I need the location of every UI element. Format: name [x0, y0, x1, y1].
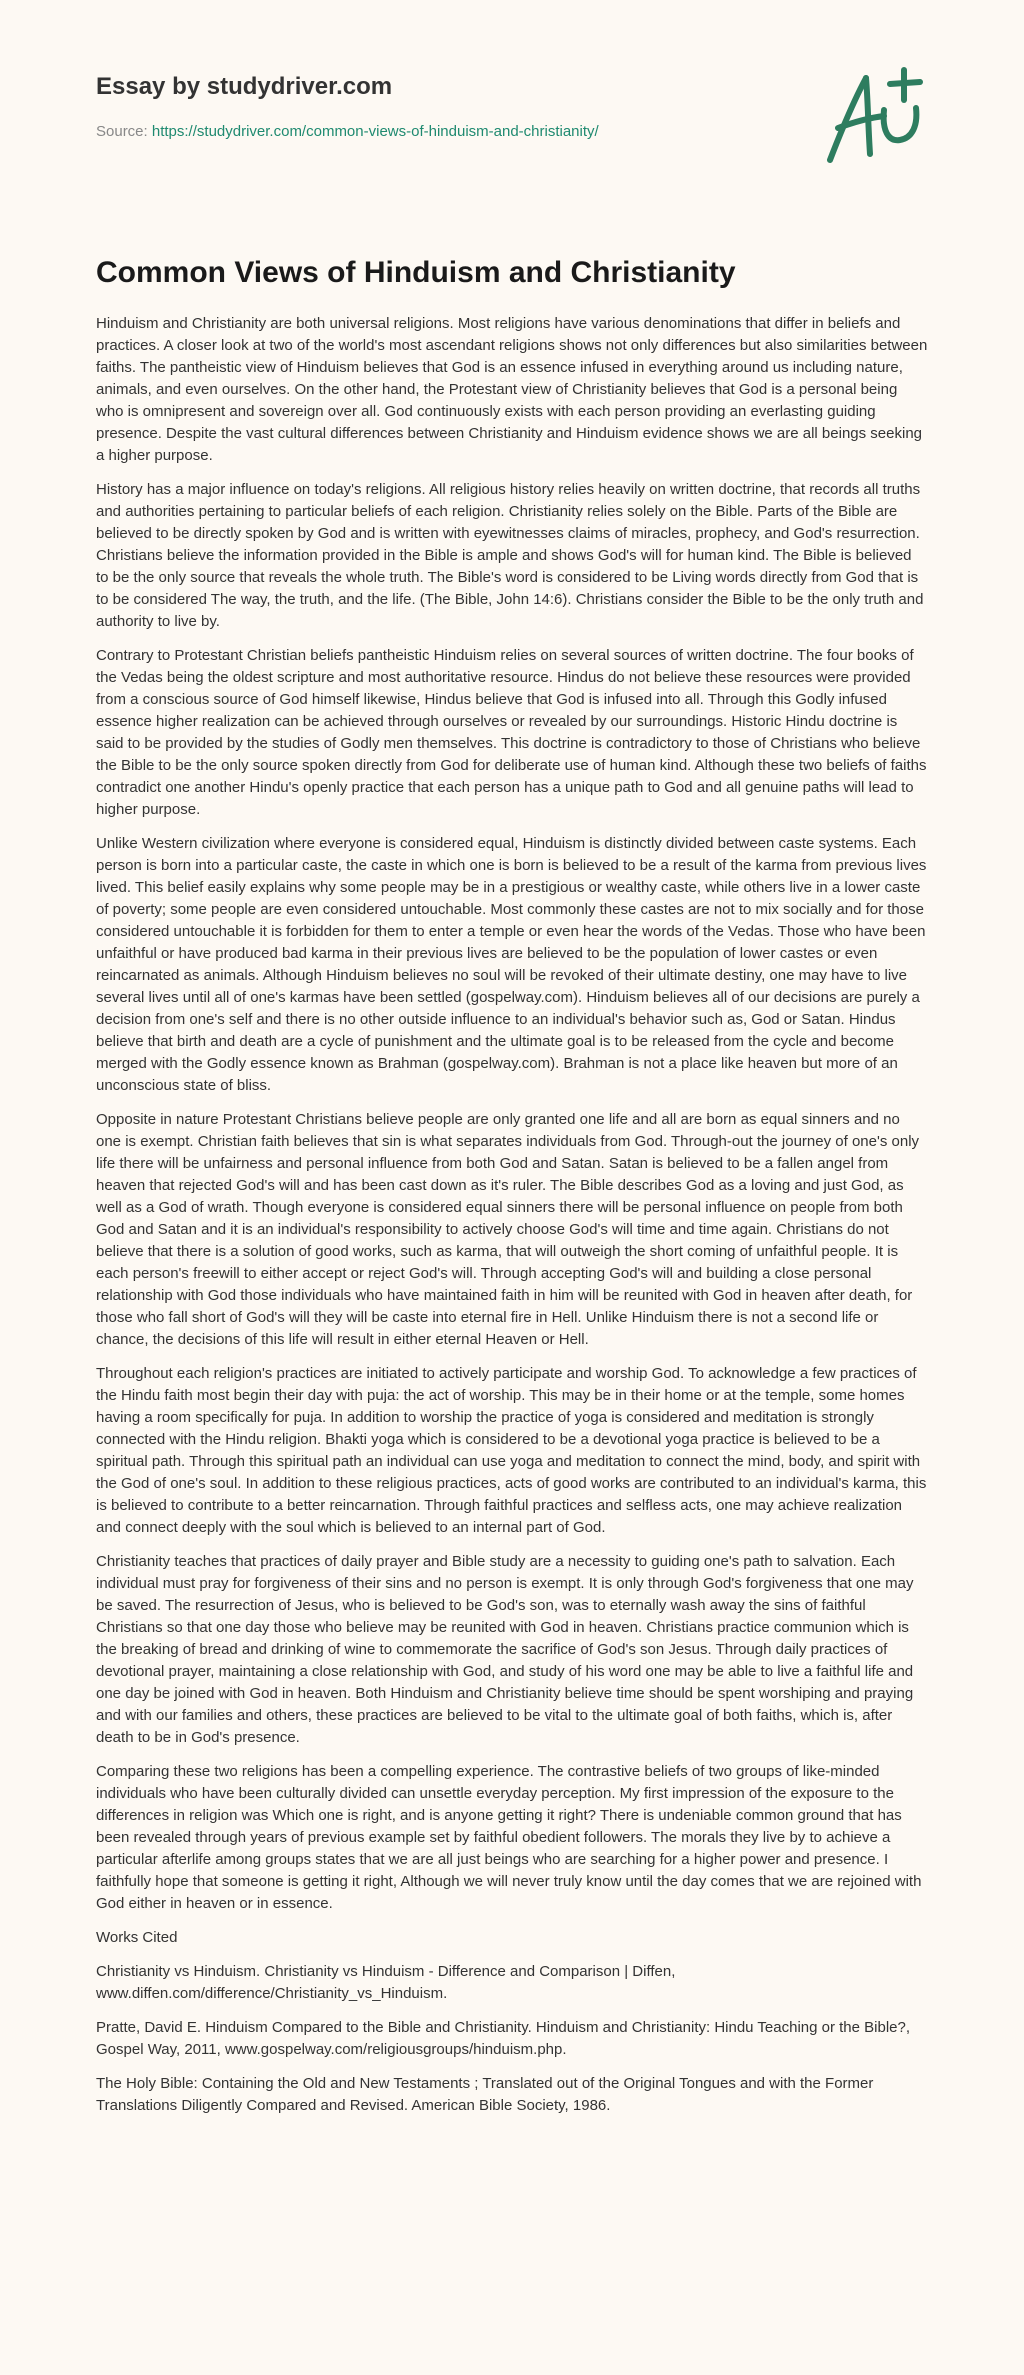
article-paragraph: Christianity teaches that practices of daily prayer and Bible study are a necessity to guiding one's path to salvation. Each individual must pray for forgiveness of their sins and no person is exempt. It is only through God's forgiveness that one may be saved. The resurrection of Jesus, who is believed to be God's son, was to eternally wash away the sins of faithful Christians so that one day those who believe may be reunited with God in heaven. Christians practice communion which is the breaking of bread and drinking of wine to commemorate the sacrifice of God's son Jesus. Through daily practices of devotional prayer, maintaining a close relationship with God, and study of his word one may be able to live a faithful life and one day be joined with God in heaven. Both Hinduism and Christianity believe time should be spent worshiping and praying and with our families and others, these practices are believed to be vital to the ultimate goal of both faiths, which is, after death to be in God's presence. [96, 1553, 914, 1746]
citation-entry: The Holy Bible: Containing the Old and New Testaments ; Translated out of the Original Tongues and with the Former Translations Diligently Compared and Revised. American Bible Society, 1986. [96, 2075, 874, 2114]
source-line [96, 123, 599, 140]
article-paragraph: History has a major influence on today's religions. All religious history relies heavily on written doctrine, that records all truths and authorities pertaining to particular beliefs of each religion. Christianity relies solely on the Bible. Parts of the Bible are believed to be directly spoken by God and is written with eyewitnesses claims of miracles, prophecy, and God's resurrection. Christians believe the information provided in the Bible is ample and shows God's will for human kind. The Bible is believed to be the only source that reveals the whole truth. The Bible's word is considered to be Living words directly from God that is to be considered The way, the truth, and the life. (The Bible, John 14:6). Christians consider the Bible to be the only truth and authority to live by. [96, 481, 924, 630]
works-cited-heading: Works Cited [96, 1929, 178, 1946]
brand-title: Essay by studydriver.com [96, 73, 393, 100]
article-paragraph: Unlike Western civilization where everyone is considered equal, Hinduism is distinctly divided between caste systems. Each person is born into a particular caste, the caste in which one is born is believed to be a result of the karma from previous lives lived. This belief easily explains why some people may be in a prestigious or wealthy caste, while others live in a lower caste of poverty; some people are even considered untouchable. Most commonly these castes are not to mix socially and for those considered untouchable it is forbidden for them to enter a temple or even hear the words of the Vedas. Those who have been unfaithful or have produced bad karma in their previous lives are believed to be the population of lower castes or even reincarnated as animals. Although Hinduism believes no soul will be revoked of their ultimate destiny, one may have to live several lives until all of one's karmas have been settled (gospelway.com). Hinduism believes all of our decisions are purely a decision from one's self and there is no other outside influence to an individual's behavior such as, God or Satan. Hindus believe that birth and death are a cycle of punishment and the ultimate goal is to be released from the cycle and become merged with the Godly essence known as Brahman (gospelway.com). Brahman is not a place like heaven but more of an unconscious state of bliss. [96, 835, 927, 1094]
article-content [96, 254, 928, 2129]
citation-entry: Pratte, David E. Hinduism Compared to the Bible and Christianity. Hinduism and Christianity: Hindu Teaching or the Bible?, Gospel Way, 2011, www.gospelway.com/religiousgroups/hinduism.php. [96, 2019, 911, 2058]
article-paragraph: Comparing these two religions has been a compelling experience. The contrastive beliefs of two groups of like-minded individuals who have been culturally divided can unsettle everyday perception. My first impression of the exposure to the differences in religion was Which one is right, and is anyone getting it right? There is undeniable common ground that has been revealed through years of previous example set by faithful obedient followers. The morals they live by to achieve a particular afterlife among groups states that we are all just beings who are searching for a higher power and presence. I faithfully hope that someone is getting it right, Although we will never truly know until the day comes that we are rejoined with God either in heaven or in essence. [96, 1763, 922, 1912]
article-paragraph: Throughout each religion's practices are initiated to actively participate and worship God. To acknowledge a few practices of the Hindu faith most begin their day with puja: the act of worship. This may be in their home or at the temple, some homes having a room specifically for puja. In addition to worship the practice of yoga is considered and meditation is strongly connected with the Hindu religion. Bhakti yoga which is considered to be a devotional yoga practice is believed to be a spiritual path. Through this spiritual path an individual can use yoga and meditation to connect the mind, body, and spirit with the God of one's soul. In addition to these religious practices, acts of good works are contributed to an individual's karma, this is believed to contribute to a better reincarnation. Through faithful practices and selfless acts, one may achieve realization and connect deeply with the soul which is believed to an internal part of God. [96, 1365, 927, 1536]
source-label: Source: [96, 123, 152, 140]
a-plus-logo [824, 66, 928, 166]
article-title: Common Views of Hinduism and Christianity [96, 256, 736, 289]
source-link[interactable]: https://studydriver.com/common-views-of-hinduism-and-christianity/ [151, 123, 599, 140]
article-paragraph: Hinduism and Christianity are both universal religions. Most religions have various denominations that differ in beliefs and practices. A closer look at two of the world's most ascendant religions shows not only differences but also similarities between faiths. The pantheistic view of Hinduism believes that God is an essence infused in everything around us including nature, animals, and even ourselves. On the other hand, the Protestant view of Christianity believes that God is a personal being who is omnipresent and sovereign over all. God continuously exists with each person providing an everlasting guiding presence. Despite the vast cultural differences between Christianity and Hinduism evidence shows we are all beings seeking a higher purpose. [96, 315, 928, 464]
article-paragraph: Opposite in nature Protestant Christians believe people are only granted one life and all are born as equal sinners and no one is exempt. Christian faith believes that sin is what separates individuals from God. Through-out the journey of one's only life there will be unfairness and personal influence from both God and Satan. Satan is believed to be a fallen angel from heaven that rejected God's will and has been cast down as it's ruler. The Bible describes God as a loving and just God, as well as a God of wrath. Though everyone is considered equal sinners there will be personal influence on people from both God and Satan and it is an individual's responsibility to actively choose God's will time and time again. Christians do not believe that there is a solution of good works, such as karma, that will outweigh the short coming of unfaithful people. It is each person's freewill to either accept or reject God's will. Through accepting God's will and building a close personal relationship with God those individuals who have maintained faith in him will be reunited with God in heaven after death, for those who fall short of God's will they will be caste into eternal fire in Hell. Unlike Hinduism there is not a second life or chance, the decisions of this life will result in either eternal Heaven or Hell. [96, 1111, 920, 1348]
citation-entry: Christianity vs Hinduism. Christianity vs Hinduism - Difference and Comparison | Diffen, www.diffen.com/difference/Christianity_vs_Hinduism. [96, 1963, 676, 2002]
article-paragraph: Contrary to Protestant Christian beliefs pantheistic Hinduism relies on several sources of written doctrine. The four books of the Vedas being the oldest scripture and most authoritative resource. Hindus do not believe these resources were provided from a conscious source of God himself likewise, Hindus believe that God is infused into all. Through this Godly infused essence higher realization can be achieved through ourselves or revealed by our surroundings. Historic Hindu doctrine is said to be provided by the studies of Godly men themselves. This doctrine is contradictory to those of Christians who believe the Bible to be the only source spoken directly from God for deliberate use of human kind. Although these two beliefs of faiths contradict one another Hindu's openly practice that each person has a unique path to God and all genuine paths will lead to higher purpose. [96, 647, 927, 818]
page-header [96, 0, 928, 230]
